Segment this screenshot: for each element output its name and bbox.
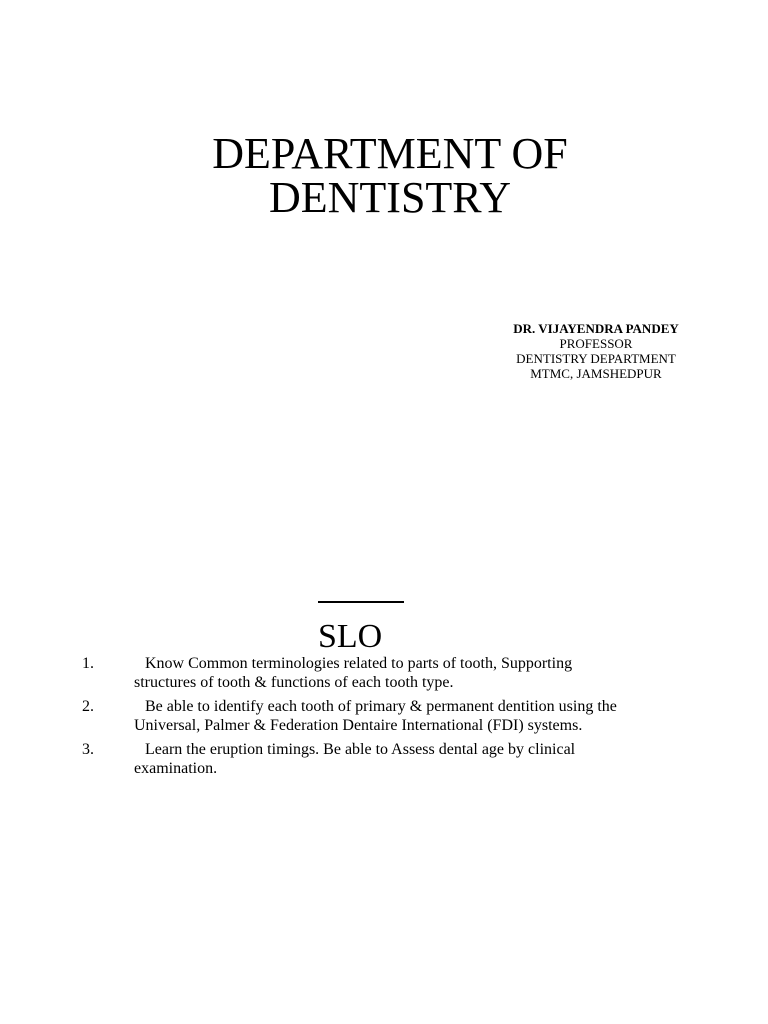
objective-text: Learn the eruption timings. Be able to Assess dental age by clinical examination. xyxy=(134,741,576,777)
objective-number: 1. xyxy=(82,655,94,672)
author-institution: MTMC, JAMSHEDPUR xyxy=(530,366,662,381)
objective-number: 3. xyxy=(82,741,94,758)
page-title-line-2: DENTISTRY xyxy=(269,173,511,222)
page-title-line-1: DEPARTMENT OF xyxy=(212,129,568,178)
slo-divider xyxy=(318,601,404,603)
author-block xyxy=(496,321,696,381)
objectives-list xyxy=(82,655,622,784)
objective-item xyxy=(82,655,622,692)
objective-number: 2. xyxy=(82,698,94,715)
author-position: PROFESSOR xyxy=(559,336,633,351)
author-name: DR. VIJAYENDRA PANDEY xyxy=(513,321,679,336)
page-title xyxy=(0,129,768,222)
author-department: DENTISTRY DEPARTMENT xyxy=(516,351,676,366)
objective-item xyxy=(82,698,622,735)
objective-text: Be able to identify each tooth of primary & permanent dentition using the Universal, Palmer & Federation Dentaire International (FDI) systems. xyxy=(134,698,617,734)
objective-text: Know Common terminologies related to parts of tooth, Supporting structures of tooth & functions of each tooth type. xyxy=(134,655,573,691)
slo-heading: SLO xyxy=(318,618,383,655)
objective-item xyxy=(82,741,622,778)
